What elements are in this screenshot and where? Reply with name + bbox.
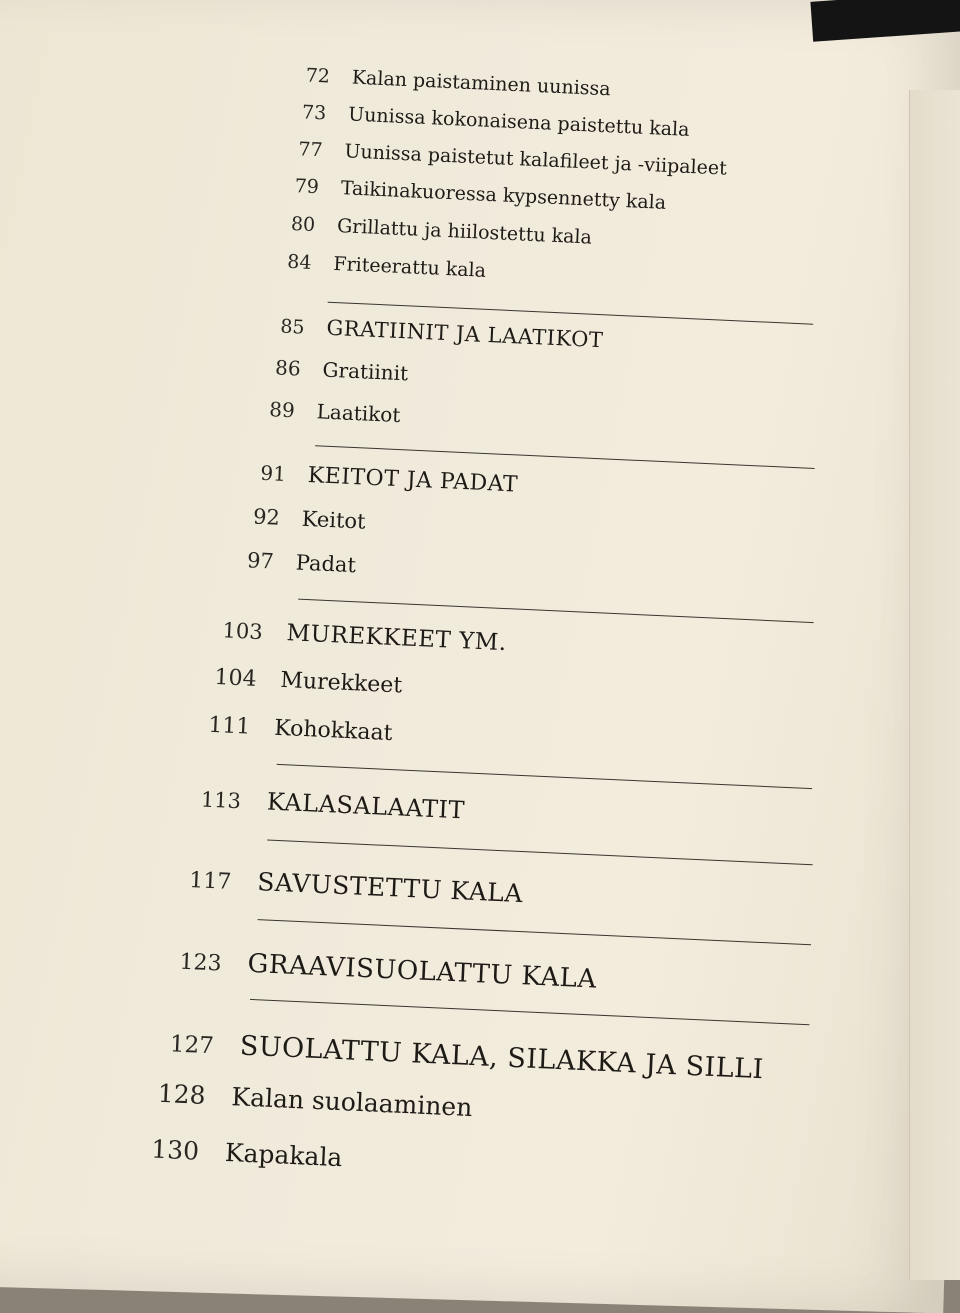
toc-entry bbox=[147, 1078, 473, 1122]
toc-section-heading bbox=[264, 313, 604, 352]
toc-entry bbox=[233, 548, 356, 578]
toc-entry bbox=[140, 1134, 343, 1172]
toc-page-number: 111 bbox=[207, 712, 251, 740]
toc-entry bbox=[275, 212, 593, 248]
toc-page-number: 92 bbox=[252, 504, 281, 530]
toc-entry bbox=[286, 101, 690, 141]
section-divider bbox=[277, 764, 812, 789]
toc-page-number: 104 bbox=[213, 664, 258, 692]
toc-page-number: 85 bbox=[279, 315, 306, 339]
toc-page-number: 97 bbox=[246, 548, 275, 574]
toc-entry bbox=[204, 665, 403, 699]
toc-page-number: 91 bbox=[259, 460, 287, 486]
section-divider bbox=[267, 840, 812, 866]
toc-page-number: 80 bbox=[290, 212, 316, 237]
toc-page-number: 89 bbox=[268, 397, 296, 423]
toc-title: Taikinakuoressa kypsennetty kala bbox=[340, 177, 667, 214]
toc-entry bbox=[278, 174, 666, 214]
toc-page-number: 86 bbox=[274, 355, 302, 381]
toc-title: SAVUSTETTU KALA bbox=[256, 867, 524, 909]
toc-entry bbox=[282, 137, 727, 179]
toc-title: GRAAVISUOLATTU KALA bbox=[246, 948, 598, 995]
section-divider bbox=[298, 599, 814, 623]
toc-page-number: 130 bbox=[150, 1134, 200, 1166]
toc-title: Padat bbox=[295, 550, 357, 578]
toc-title: Murekkeet bbox=[279, 667, 403, 699]
section-divider bbox=[315, 445, 815, 469]
toc-page-number: 123 bbox=[179, 949, 223, 977]
toc-entry bbox=[289, 64, 611, 101]
toc-section-heading bbox=[210, 617, 507, 656]
toc-entry bbox=[198, 712, 393, 746]
toc-page-number: 103 bbox=[222, 618, 264, 645]
toc-section-heading bbox=[245, 460, 518, 497]
toc-title: KEITOT JA PADAT bbox=[307, 462, 519, 498]
toc-section-heading bbox=[188, 784, 465, 824]
toc-title: SUOLATTU KALA, SILAKKA JA SILLI bbox=[239, 1030, 765, 1086]
toc-section-heading bbox=[179, 864, 524, 909]
toc-title: Gratiinit bbox=[322, 357, 409, 386]
toc-title: Laatikot bbox=[316, 399, 401, 428]
toc-page-number: 127 bbox=[169, 1031, 215, 1060]
toc-page-number: 113 bbox=[200, 787, 242, 814]
toc-entry bbox=[254, 397, 401, 428]
page-edge bbox=[909, 90, 960, 1280]
toc-page-number: 72 bbox=[305, 64, 331, 88]
toc-title: Uunissa paistetut kalafileet ja -viipaleet bbox=[344, 140, 728, 180]
toc-title: Kalan suolaaminen bbox=[230, 1082, 473, 1123]
toc-page-number: 84 bbox=[286, 250, 312, 274]
toc-section-heading bbox=[167, 945, 597, 994]
toc-page-number: 79 bbox=[294, 175, 320, 199]
toc-title: MUREKKEET YM. bbox=[286, 620, 508, 657]
toc-title: Kohokkaat bbox=[273, 715, 393, 747]
toc-title: Kalan paistaminen uunissa bbox=[351, 66, 612, 101]
section-divider bbox=[250, 999, 809, 1025]
toc-title: Keitot bbox=[301, 506, 367, 534]
toc-entry bbox=[260, 355, 409, 386]
toc-title: GRATIINIT JA LAATIKOT bbox=[325, 315, 604, 353]
toc-title: Kapakala bbox=[224, 1137, 343, 1173]
toc-page-number: 73 bbox=[301, 101, 327, 125]
toc-title: Friteerattu kala bbox=[332, 252, 487, 282]
toc-title: Uunissa kokonaisena paistettu kala bbox=[347, 103, 690, 141]
toc-entry bbox=[271, 250, 486, 282]
toc-section-heading bbox=[155, 1027, 764, 1086]
toc-page-number: 117 bbox=[188, 868, 232, 895]
toc-title: KALASALAATIT bbox=[266, 787, 466, 825]
toc-page-number: 77 bbox=[297, 138, 324, 162]
toc-entry bbox=[239, 504, 366, 534]
toc-page-number: 128 bbox=[157, 1078, 207, 1110]
section-divider bbox=[258, 919, 811, 945]
toc-title: Grillattu ja hiilostettu kala bbox=[336, 215, 593, 249]
